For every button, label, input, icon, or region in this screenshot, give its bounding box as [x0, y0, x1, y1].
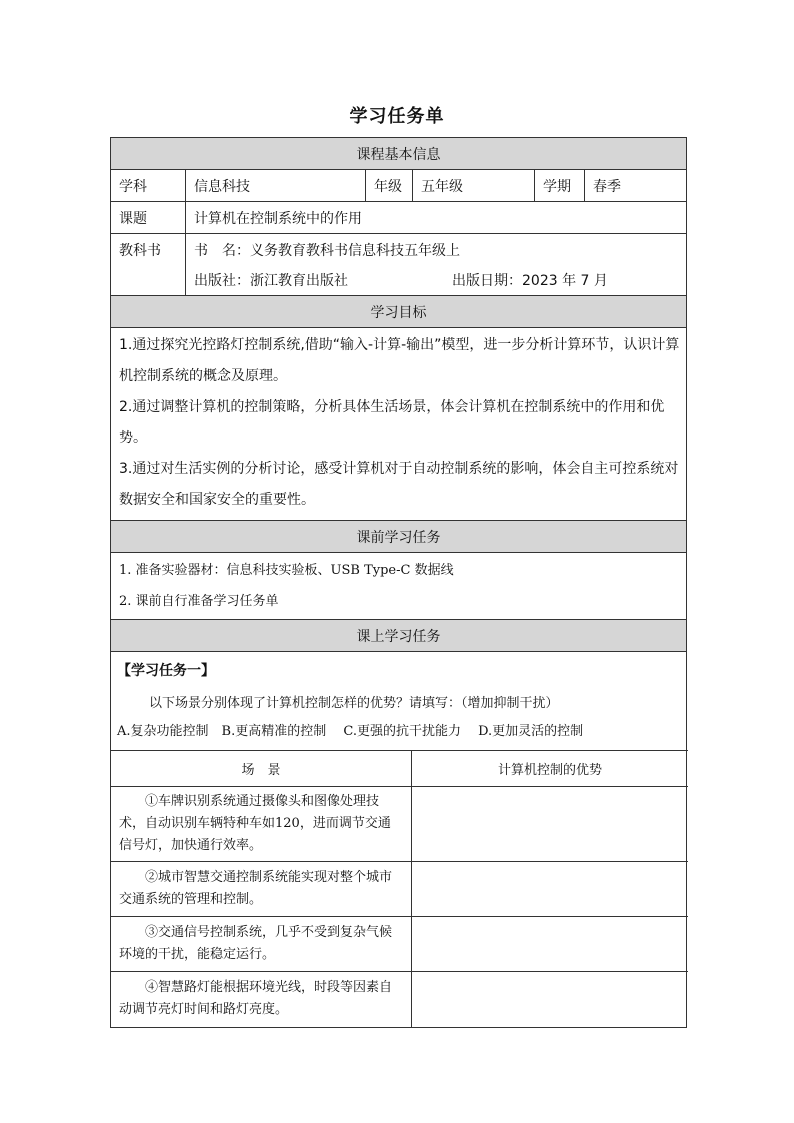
publisher: 出版社：浙江教育出版社: [194, 272, 348, 289]
section-goals-label: 学习目标: [370, 304, 427, 321]
section-basic-info-label: 课程基本信息: [356, 146, 441, 163]
task1-options: A.复杂功能控制 B.更高精准的控制 C.更强的抗干扰能力 D.更加灵活的控制: [117, 724, 584, 739]
goal-item: 3.通过对生活实例的分析讨论，感受计算机对于自动控制系统的影响，体会自主可控系统对数据安全和国家安全的重要性。: [119, 461, 679, 508]
section-class-tasks-label: 课上学习任务: [356, 628, 441, 645]
scene-row: [111, 917, 688, 972]
publish-date: 出版日期：2023 年 7 月: [452, 272, 608, 289]
subject-value: 信息科技: [186, 170, 366, 201]
advantage-answer-cell[interactable]: [412, 917, 689, 972]
book-name: 书 名：义务教育教科书信息科技五年级上: [194, 242, 460, 259]
scene-text: ②城市智慧交通控制系统能实现对整个城市交通系统的管理和控制。: [111, 862, 412, 917]
grade-label: 年级: [366, 170, 413, 201]
term-label: 学期: [535, 170, 585, 201]
advantage-answer-cell[interactable]: [412, 972, 689, 1027]
advantage-answer-cell[interactable]: [412, 787, 689, 862]
term-value: 春季: [593, 178, 621, 195]
grade-value: 五年级: [413, 170, 535, 201]
task1-heading: 【学习任务一】: [117, 663, 215, 679]
section-goals: [111, 296, 686, 328]
section-pre-tasks-label: 课前学习任务: [356, 529, 441, 546]
subject-row: [111, 170, 686, 202]
scene-text: ①车牌识别系统通过摄像头和图像处理技术，自动识别车辆特种车如120，进而调节交通信号灯，加快通行效率。: [111, 787, 412, 862]
pre-task-item: 2. 课前自行准备学习任务单: [119, 594, 279, 609]
goals-block: [111, 328, 686, 521]
scene-row: [111, 972, 688, 1027]
pre-tasks-block: [111, 553, 686, 620]
goal-item: 2.通过调整计算机的控制策略，分析具体生活场景，体会计算机在控制系统中的作用和优势。: [119, 399, 665, 446]
scene-text: ③交通信号控制系统，几乎不受到复杂气候环境的干扰，能稳定运行。: [111, 917, 412, 972]
publisher-line: [194, 270, 686, 290]
scene-table: [111, 750, 688, 1027]
goal-item: 1.通过探究光控路灯控制系统,借助“输入-计算-输出”模型，进一步分析计算环节，认识计算机控制系统的概念及原理。: [119, 337, 680, 384]
topic-value: 计算机在控制系统中的作用: [194, 210, 362, 227]
section-pre-tasks: [111, 521, 686, 553]
scene-column-header: 场 景: [111, 751, 412, 787]
textbook-info: [186, 234, 686, 295]
task1-block: [111, 652, 686, 1027]
topic-row: [111, 202, 686, 234]
task1-prompt: 以下场景分别体现了计算机控制怎样的优势？请填写：（增加抑制干扰）: [149, 696, 559, 711]
scene-row: [111, 862, 688, 917]
topic-label: 课题: [111, 202, 186, 233]
subject-label: 学科: [111, 170, 186, 201]
task-sheet-table: [110, 137, 687, 1028]
scene-table-header: [111, 751, 688, 787]
scene-text: ④智慧路灯能根据环境光线，时段等因素自动调节亮灯时间和路灯亮度。: [111, 972, 412, 1027]
pre-task-item: 1. 准备实验器材：信息科技实验板、USB Type-C 数据线: [119, 563, 454, 578]
scene-row: [111, 787, 688, 862]
section-basic-info: [111, 138, 686, 170]
advantage-column-header: 计算机控制的优势: [412, 751, 689, 787]
section-class-tasks: [111, 620, 686, 652]
advantage-answer-cell[interactable]: [412, 862, 689, 917]
page-title: 学习任务单: [349, 106, 445, 127]
textbook-row: [111, 234, 686, 296]
textbook-label: 教科书: [111, 234, 186, 295]
